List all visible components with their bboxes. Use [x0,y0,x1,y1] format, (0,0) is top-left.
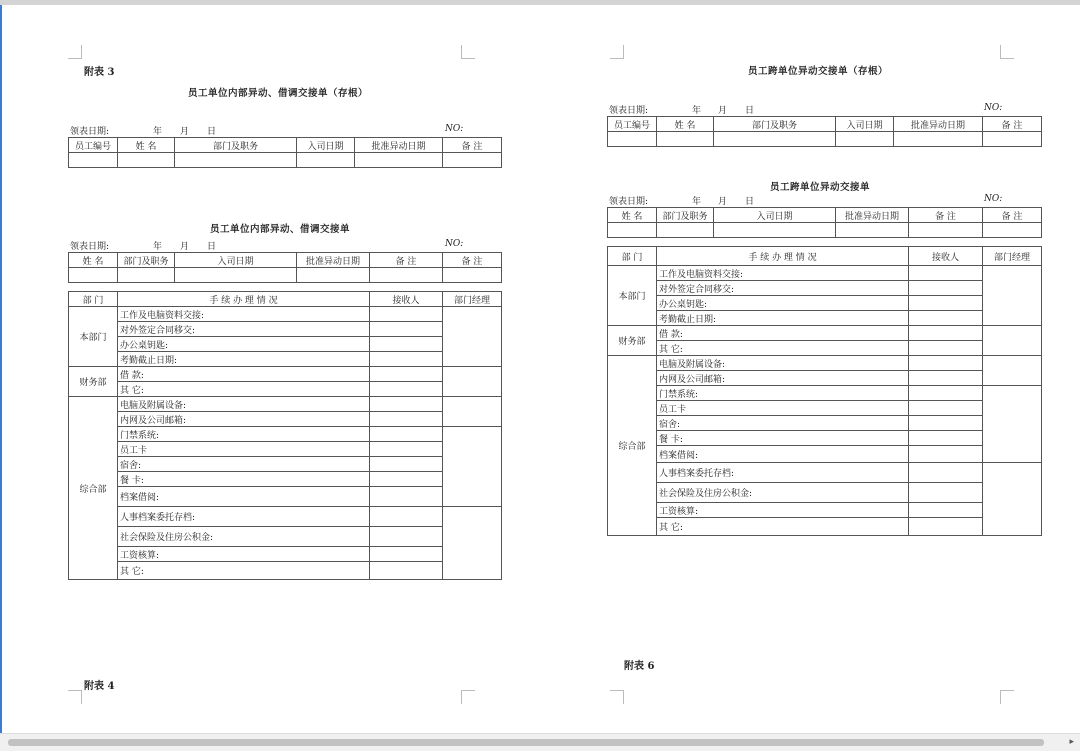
document-page-left[interactable] [2,5,540,733]
table-row [69,527,502,547]
header-cell: 备 注 [443,253,502,268]
date-day: 日 [745,106,755,116]
margin-mark-bottom-left [610,690,624,704]
item-cell: 餐 卡: [657,431,909,446]
header-cell: 部 门 [69,292,118,307]
table-row [608,386,1042,401]
header-cell: 备 注 [909,208,983,223]
margin-mark-top-left [68,45,82,59]
table-row [69,352,502,367]
item-cell: 工资核算: [118,547,370,562]
item-cell: 工作及电脑资料交接: [657,266,909,281]
item-cell: 对外签定合同移交: [657,281,909,296]
table-row [69,153,502,168]
item-cell: 员工卡 [118,442,370,457]
stub-table [607,116,1042,147]
date-day: 日 [207,242,217,252]
table-row [69,427,502,442]
margin-mark-bottom-right [1000,690,1014,704]
date-month: 月 [180,127,190,137]
header-cell: 手 续 办 理 情 况 [657,247,909,266]
table-row [608,463,1042,483]
header-cell: 接收人 [370,292,443,307]
table-row [69,367,502,382]
table-row [69,382,502,397]
table-row [608,326,1042,341]
header-cell: 备 注 [370,253,443,268]
item-cell: 电脑及附属设备: [657,356,909,371]
table-row [69,412,502,427]
item-cell: 其 它: [118,562,370,580]
item-cell: 借 款: [657,326,909,341]
item-cell: 档案借阅: [657,446,909,463]
table-row [608,266,1042,281]
table-row [69,307,502,322]
item-cell: 工作及电脑资料交接: [118,307,370,322]
item-cell: 社会保险及住房公积金: [118,527,370,547]
date-year: 年 [153,242,163,252]
date-day: 日 [207,127,217,137]
item-cell: 内网及公司邮箱: [118,412,370,427]
table-row [69,457,502,472]
item-cell: 工资核算: [657,503,909,518]
table-row [69,337,502,352]
header-cell: 姓 名 [608,208,657,223]
date-month: 月 [180,242,190,252]
form-title: 员工单位内部异动、借调交接单 [210,224,351,235]
date-year: 年 [692,106,702,116]
table-row [69,322,502,337]
header-cell: 批准异动日期 [836,208,909,223]
header-cell: 入司日期 [175,253,297,268]
table-row [608,311,1042,326]
table-row [608,483,1042,503]
header-cell: 部门及职务 [175,138,297,153]
stub-table [68,137,502,168]
table-row [69,562,502,580]
table-row [608,503,1042,518]
table-row [608,223,1042,238]
date-day: 日 [745,197,755,207]
item-cell: 对外签定合同移交: [118,322,370,337]
margin-mark-bottom-right [461,690,475,704]
table-row [69,547,502,562]
appendix-label-bottom: 附表 4 [84,681,115,692]
dept-admin-cell: 综合部 [69,397,118,580]
header-cell: 入司日期 [714,208,836,223]
date-label: 领表日期: [70,127,110,137]
item-cell: 门禁系统: [118,427,370,442]
header-cell: 姓 名 [657,117,714,132]
dept-self-cell: 本部门 [69,307,118,367]
dept-self-cell: 本部门 [608,266,657,326]
form-title-stub: 员工单位内部异动、借调交接单（存根） [188,88,369,99]
header-cell: 部门及职务 [714,117,836,132]
header-cell: 批准异动日期 [297,253,370,268]
form-title-stub: 员工跨单位异动交接单（存根） [748,66,889,77]
table-row [69,397,502,412]
dept-admin-cell: 综合部 [608,356,657,536]
document-page-right[interactable] [540,5,1080,733]
dept-fin-cell: 财务部 [608,326,657,356]
header-cell: 员工编号 [69,138,118,153]
table-header-row [608,247,1042,266]
header-cell: 入司日期 [836,117,894,132]
appendix-label: 附表 3 [84,67,115,78]
item-cell: 考勤截止日期: [118,352,370,367]
date-label: 领表日期: [70,242,110,252]
table-row [608,431,1042,446]
header-cell: 备 注 [983,208,1042,223]
form-number-label: NO: [445,124,464,134]
table-row [608,401,1042,416]
margin-mark-top-left [610,45,624,59]
header-cell: 姓 名 [69,253,118,268]
form-number-label: NO: [984,194,1003,204]
table-row [608,356,1042,371]
table-row [608,371,1042,386]
table-row [608,132,1042,147]
header-cell: 备 注 [983,117,1042,132]
date-month: 月 [718,106,728,116]
handover-table [607,246,1042,536]
table-row [608,518,1042,536]
item-cell: 宿舍: [657,416,909,431]
form-number-label: NO: [984,103,1003,113]
header-cell: 备 注 [443,138,502,153]
header-cell: 批准异动日期 [355,138,443,153]
item-cell: 员工卡 [657,401,909,416]
handover-table [68,291,502,580]
table-row [608,416,1042,431]
date-label: 领表日期: [609,197,649,207]
date-label: 领表日期: [609,106,649,116]
scroll-right-arrow-icon[interactable]: ▸ [1069,737,1074,747]
table-header-row [608,117,1042,132]
horizontal-scrollbar[interactable] [0,733,1080,751]
table-header-row [69,253,502,268]
table-row [608,281,1042,296]
table-row [69,442,502,457]
header-cell: 部门及职务 [657,208,714,223]
info-table [607,207,1042,238]
item-cell: 借 款: [118,367,370,382]
date-year: 年 [153,127,163,137]
header-cell: 部门经理 [983,247,1042,266]
table-row [69,268,502,283]
item-cell: 档案借阅: [118,487,370,507]
item-cell: 门禁系统: [657,386,909,401]
form-number-label: NO: [445,239,464,249]
item-cell: 人事档案委托存档: [118,507,370,527]
header-cell: 入司日期 [297,138,355,153]
margin-mark-bottom-left [68,690,82,704]
item-cell: 社会保险及住房公积金: [657,483,909,503]
item-cell: 其 它: [657,518,909,536]
header-cell: 部 门 [608,247,657,266]
table-row [608,341,1042,356]
header-cell: 员工编号 [608,117,657,132]
item-cell: 考勤截止日期: [657,311,909,326]
table-row [608,446,1042,463]
margin-mark-top-right [461,45,475,59]
table-row [69,487,502,507]
info-table [68,252,502,283]
table-row [69,507,502,527]
item-cell: 电脑及附属设备: [118,397,370,412]
margin-mark-top-right [1000,45,1014,59]
item-cell: 办公桌钥匙: [657,296,909,311]
item-cell: 办公桌钥匙: [118,337,370,352]
item-cell: 宿舍: [118,457,370,472]
item-cell: 内网及公司邮箱: [657,371,909,386]
item-cell: 其 它: [118,382,370,397]
table-header-row [69,292,502,307]
header-cell: 姓 名 [118,138,175,153]
table-header-row [69,138,502,153]
date-month: 月 [718,197,728,207]
form-title: 员工跨单位异动交接单 [770,182,871,193]
appendix-label-bottom: 附表 6 [624,661,655,672]
header-cell: 部门经理 [443,292,502,307]
header-cell: 部门及职务 [118,253,175,268]
header-cell: 批准异动日期 [894,117,983,132]
scrollbar-thumb[interactable] [8,739,1044,746]
table-row [69,472,502,487]
item-cell: 人事档案委托存档: [657,463,909,483]
date-year: 年 [692,197,702,207]
header-cell: 手 续 办 理 情 况 [118,292,370,307]
header-cell: 接收人 [909,247,983,266]
dept-fin-cell: 财务部 [69,367,118,397]
table-row [608,296,1042,311]
item-cell: 餐 卡: [118,472,370,487]
item-cell: 其 它: [657,341,909,356]
table-header-row [608,208,1042,223]
